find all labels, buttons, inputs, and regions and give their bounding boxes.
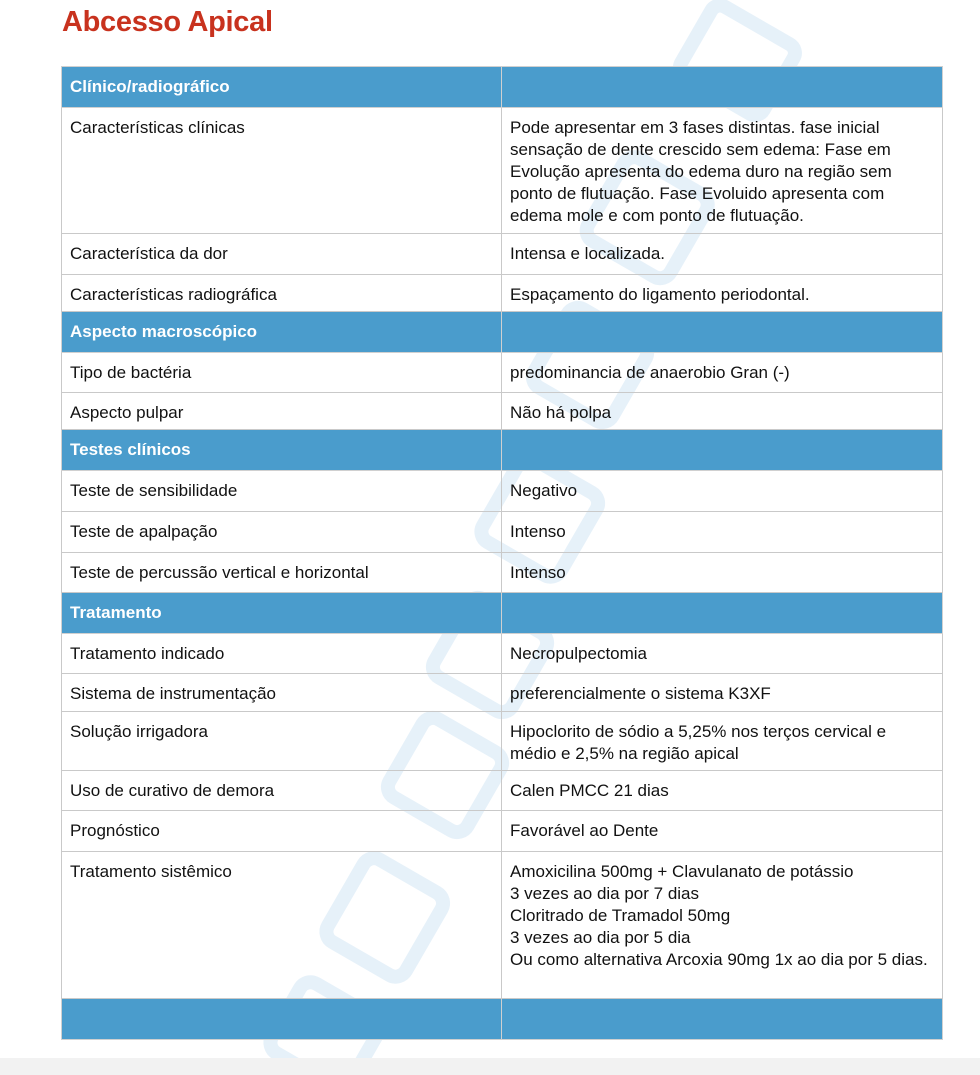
section-header-row [62, 312, 943, 353]
table-row [62, 393, 943, 430]
report-table [61, 66, 943, 1040]
section-header-row [62, 67, 943, 108]
table-row [62, 634, 943, 674]
row-value: Intenso [502, 553, 943, 593]
value-line: 3 vezes ao dia por 7 dias [510, 884, 700, 903]
section-header-empty [502, 430, 943, 471]
row-label: Tratamento sistêmico [62, 852, 502, 999]
row-value: Intenso [502, 512, 943, 553]
row-label: Sistema de instrumentação [62, 674, 502, 712]
value-line: Cloritrado de Tramadol 50mg [510, 906, 731, 925]
row-label: Aspecto pulpar [62, 393, 502, 430]
page-title: Abcesso Apical [62, 6, 273, 38]
table-row [62, 471, 943, 512]
row-label: Teste de sensibilidade [62, 471, 502, 512]
row-value: Intensa e localizada. [502, 234, 943, 275]
section-header-row [62, 593, 943, 634]
row-label: Uso de curativo de demora [62, 771, 502, 811]
section-header: Tratamento [62, 593, 502, 634]
footer-cell [62, 999, 502, 1040]
table-row [62, 811, 943, 852]
section-header-row [62, 430, 943, 471]
value-line: Ou como alternativa Arcoxia 90mg 1x ao dia por 5 dias. [510, 950, 928, 969]
row-label: Tratamento indicado [62, 634, 502, 674]
footer-cell [502, 999, 943, 1040]
row-label: Características radiográfica [62, 275, 502, 312]
row-value: Calen PMCC 21 dias [502, 771, 943, 811]
table-row [62, 234, 943, 275]
table-row [62, 512, 943, 553]
row-label: Teste de apalpação [62, 512, 502, 553]
value-line: 3 vezes ao dia por 5 dia [510, 928, 691, 947]
row-value: Hipoclorito de sódio a 5,25% nos terços cervical e médio e 2,5% na região apical [502, 712, 943, 771]
table-row [62, 275, 943, 312]
section-header: Aspecto macroscópico [62, 312, 502, 353]
section-header-empty [502, 593, 943, 634]
section-header-empty [502, 67, 943, 108]
row-value: Pode apresentar em 3 fases distintas. fase inicial sensação de dente crescido sem edema: Fase em Evolução apresenta do edema duro na região sem ponto de flutuação. Fase Evoluido apresenta com edema mole e com ponto de flutuação. [502, 108, 943, 234]
row-value: Espaçamento do ligamento periodontal. [502, 275, 943, 312]
footer-row [62, 999, 943, 1040]
row-label: Características clínicas [62, 108, 502, 234]
table-row [62, 771, 943, 811]
section-header: Clínico/radiográfico [62, 67, 502, 108]
table-row [62, 852, 943, 999]
row-label: Prognóstico [62, 811, 502, 852]
table-row [62, 712, 943, 771]
row-value [502, 852, 943, 999]
table-row [62, 353, 943, 393]
bottom-strip [0, 1058, 980, 1075]
row-label: Teste de percussão vertical e horizontal [62, 553, 502, 593]
row-label: Tipo de bactéria [62, 353, 502, 393]
row-value: preferencialmente o sistema K3XF [502, 674, 943, 712]
row-value: Negativo [502, 471, 943, 512]
value-line: Amoxicilina 500mg + Clavulanato de potássio [510, 862, 854, 881]
table-row [62, 674, 943, 712]
section-header-empty [502, 312, 943, 353]
table-row [62, 553, 943, 593]
table-row [62, 108, 943, 234]
row-value: Necropulpectomia [502, 634, 943, 674]
row-value: Favorável ao Dente [502, 811, 943, 852]
row-label: Solução irrigadora [62, 712, 502, 771]
row-value: predominancia de anaerobio Gran (-) [502, 353, 943, 393]
section-header: Testes clínicos [62, 430, 502, 471]
row-value: Não há polpa [502, 393, 943, 430]
row-label: Característica da dor [62, 234, 502, 275]
